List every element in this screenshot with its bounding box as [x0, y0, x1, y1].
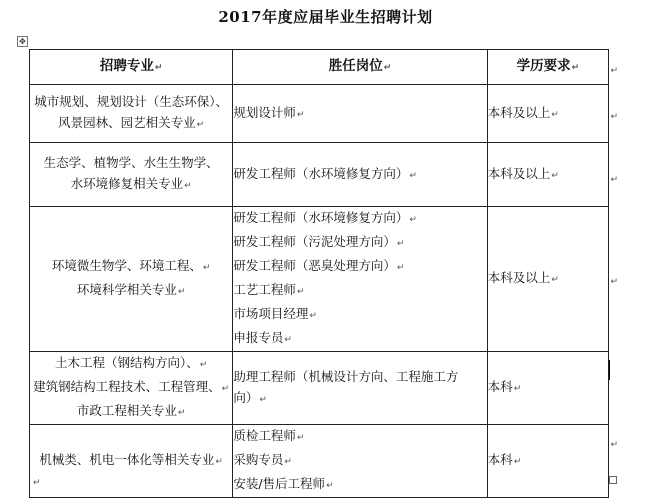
education-cell[interactable]: [487, 143, 608, 207]
row-end-mark-icon: ↵: [610, 175, 618, 185]
text-cursor: [609, 360, 610, 380]
position-line: 市场项目经理↵: [233, 306, 317, 321]
row-end-mark-icon: ↵: [610, 66, 618, 76]
major-line: 生态学、植物学、水生生物学、: [43, 155, 219, 170]
header-major: 招聘专业↵: [30, 50, 233, 85]
position-cell[interactable]: [233, 143, 487, 207]
position-line: 研发工程师（水环境修复方向）↵: [233, 210, 417, 225]
recruitment-table: [29, 49, 609, 498]
major-line: 环境微生物学、环境工程、↵: [51, 258, 211, 273]
position-cell[interactable]: [233, 425, 487, 498]
table-row: [30, 143, 609, 207]
table-row: [30, 85, 609, 143]
table-row: [30, 352, 609, 425]
document-title: 2017年度应届毕业生招聘计划: [218, 8, 433, 26]
position-line: 质检工程师↵: [233, 428, 305, 443]
education-cell[interactable]: [487, 207, 608, 352]
table-resize-handle-icon[interactable]: [609, 476, 617, 484]
paragraph-mark-icon: ↵: [154, 62, 163, 73]
major-cell[interactable]: [30, 425, 233, 498]
paragraph-mark-icon: ↵: [383, 62, 392, 73]
table-row: [30, 207, 609, 352]
row-end-mark-icon: ↵: [610, 440, 618, 450]
major-line: 市政工程相关专业↵: [76, 403, 186, 418]
major-line: 风景园林、园艺相关专业↵: [58, 115, 205, 130]
major-line: 机械类、机电一体化等相关专业↵: [39, 452, 223, 467]
major-line: 土木工程（钢结构方向）、↵: [55, 355, 208, 370]
position-line: 向）↵: [233, 389, 267, 405]
major-cell[interactable]: [30, 207, 233, 352]
paragraph-mark-icon: ↵: [33, 478, 41, 488]
row-end-mark-icon: ↵: [610, 112, 618, 122]
major-line: 建筑钢结构工程技术、工程管理、↵: [33, 379, 230, 394]
position-cell[interactable]: [233, 85, 487, 143]
table-header-row: [30, 50, 609, 85]
major-line: 环境科学相关专业↵: [76, 282, 186, 297]
position-line: 研发工程师（恶臭处理方向）↵: [233, 258, 405, 273]
position-line: 工艺工程师↵: [233, 282, 305, 297]
education-value: 本科及以上↵: [487, 165, 559, 181]
position-line: 研发工程师（水环境修复方向）↵: [233, 165, 417, 181]
education-value: 本科↵: [487, 379, 522, 394]
education-cell[interactable]: [487, 425, 608, 498]
position-line: 规划设计师↵: [233, 104, 305, 120]
paragraph-mark-icon: ↵: [571, 62, 580, 73]
education-value: 本科↵: [487, 452, 522, 467]
position-line: 安装/售后工程师↵: [233, 476, 334, 491]
major-cell[interactable]: [30, 143, 233, 207]
table-move-handle-icon[interactable]: ✥: [17, 36, 28, 47]
education-value: 本科及以上↵: [487, 104, 559, 120]
position-cell[interactable]: [233, 352, 487, 425]
row-end-mark-icon: ↵: [610, 277, 618, 287]
table-row: [30, 425, 609, 498]
position-cell[interactable]: [233, 207, 487, 352]
position-line: 研发工程师（污泥处理方向）↵: [233, 234, 405, 249]
major-cell[interactable]: [30, 352, 233, 425]
major-line: 城市规划、规划设计（生态环保）、: [34, 94, 229, 109]
education-cell[interactable]: [487, 352, 608, 425]
education-cell[interactable]: [487, 85, 608, 143]
position-line: 申报专员↵: [233, 330, 292, 345]
header-position: 胜任岗位↵: [233, 50, 487, 85]
education-value: 本科及以上↵: [487, 270, 559, 285]
major-cell[interactable]: [30, 85, 233, 143]
position-line: 助理工程师（机械设计方向、工程施工方: [233, 368, 459, 384]
position-line: 采购专员↵: [233, 452, 292, 467]
header-education: 学历要求↵: [487, 50, 608, 85]
major-line: 水环境修复相关专业↵: [70, 176, 192, 191]
